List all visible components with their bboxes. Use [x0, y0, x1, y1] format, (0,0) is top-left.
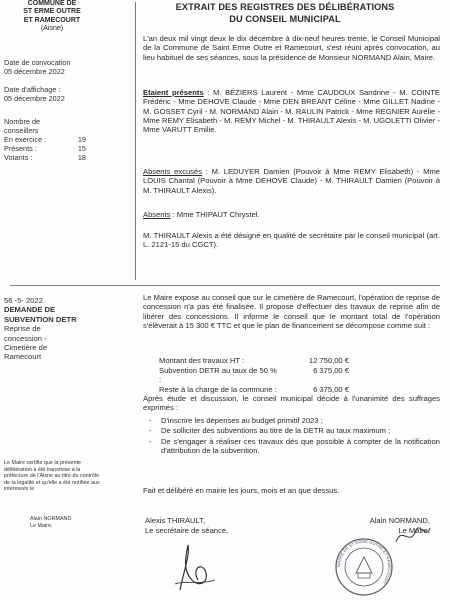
financing-label: Reste à la charge de la commune :	[159, 384, 277, 394]
count-label: Votants :	[4, 153, 33, 162]
section-divider	[10, 285, 440, 286]
absents-text: : Mme THIPAUT Chrystel.	[170, 210, 260, 219]
convocation-label: Date de convocation	[4, 58, 71, 67]
deliberation-sub-2: concession -	[4, 333, 47, 343]
commune-line-2: ST ERME OUTRE	[23, 8, 81, 16]
convocation-block	[4, 58, 104, 76]
deliberation-header	[4, 296, 104, 362]
convocation-date: 05 décembre 2022	[4, 67, 65, 76]
presents-label: Etaient présents	[143, 88, 204, 97]
decision-list	[147, 416, 440, 456]
affichage-date: 05 décembre 2022	[4, 94, 65, 103]
commune-line-3: ET RAMECOURT	[23, 16, 81, 24]
secretaire-paragraph: M. THIRAULT Alexis a été désigné en qualité de secrétaire par le conseil municipal (art. L. 2121-15 du CGCT).	[143, 231, 440, 250]
count-label: Présents :	[4, 144, 37, 153]
count-row	[4, 135, 104, 144]
intro-paragraph: L'an deux mil vingt deux le dix décembre à dix-neuf heures trente, le Conseil Municipal de la Commune de Saint Erme Outre et Ramecourt, s'est réuni après convocation, au lieu habituel de ses séances, sous la présidence de Monsieur NORMAND Alain, Maire.	[143, 34, 440, 62]
deliberation-sub-4: Ramecourt	[4, 352, 42, 362]
absents-excuses-paragraph	[143, 167, 440, 195]
closing-line: Fait et délibéré en mairie les jours, mois et an que dessus.	[143, 486, 340, 495]
decision-item: - De solliciter des subventions au titre de la DETR au taux maximum ;	[147, 426, 440, 435]
certification-note: Le Maire certifie que la présente délibération a été transmise à la préfecture de l'Aisne au titre du contrôle de la légalité et qu'elle a été notifiée aux intéressés le	[4, 460, 100, 493]
presents-text: : M. BÉZIERS Laurent - Mme CAUDOUX Sandrine - M. COINTE Frédéric - Mme DEHOVE Claude - Mme DEN BREANT Céline - Mme GILLET Nadine - M. GOSSET Cyril - M. NORMAND Alain - M. RAULIN Patrick - Mme REGNIER Aurélie - Mme REMY Elisabeth - M. REMY Michel - M. THIRAULT Alexis - M. UGOLETTI Olivier - Mme VARUTT Emilie.	[143, 88, 440, 135]
count-value: 15	[77, 144, 86, 153]
title-line-1: EXTRAIT DES REGISTRES DES DÉLIBÉRATIONS	[175, 2, 395, 12]
conseillers-block	[4, 117, 104, 162]
secretary-signature-block	[145, 516, 265, 535]
financing-amount: 6 375,00 €	[313, 365, 349, 375]
count-row	[4, 144, 104, 153]
decision-item: - D'inscrire les dépenses au budget primitif 2023 ;	[147, 416, 440, 425]
absents-excuses-text: : M. LEDUYER Damien (Pouvoir à Mme REMY Elisabeth) - Mme LOUIS Chantal (Pouvoir à Mme DEHOVE Claude) - M. THIRAULT Damien (Pouvoir à M. THIRAULT Alexis).	[143, 167, 441, 195]
column-divider	[135, 2, 136, 280]
mayor-name: Alain NORMAND,	[369, 516, 430, 525]
conseillers-label-1: Nombre de	[4, 117, 41, 126]
absents-paragraph	[143, 210, 440, 219]
conseillers-label-2: conseillers	[4, 126, 39, 135]
financing-row	[145, 356, 435, 366]
mayor-role: Le Maire,	[398, 525, 430, 535]
affichage-block	[4, 85, 104, 103]
mairie-stamp-icon	[332, 537, 396, 597]
certification-signatory	[30, 516, 100, 529]
absents-excuses-label: Absents excusés	[143, 167, 203, 176]
count-label: En exercice :	[4, 135, 47, 144]
certification-name: Alain NORMAND	[30, 516, 72, 522]
title-line-2: DU CONSEIL MUNICIPAL	[229, 13, 341, 24]
secretary-name: Alexis THIRAULT,	[145, 516, 206, 525]
secretary-signature-icon	[170, 540, 220, 595]
stamp-ring-text: MAIRIE DE ST ERME OUTRE ET RAMECOURT	[335, 538, 393, 585]
financing-label: Montant des travaux HT :	[159, 356, 245, 365]
count-row	[4, 153, 104, 162]
commune-line-1: COMMUNE DE	[27, 0, 77, 7]
secretary-role: Le secrétaire de séance,	[145, 525, 229, 535]
presents-paragraph	[143, 88, 440, 134]
deliberation-sub-1: Reprise de	[4, 324, 41, 334]
decision-paragraph: Après étude et discussion, le conseil municipal décide à l'unanimité des suffrages exprimés :	[143, 394, 440, 413]
deliberation-subject-2: SUBVENTION DETR	[4, 314, 77, 324]
count-value: 18	[77, 153, 86, 162]
expose-paragraph: Le Maire expose au conseil que sur le cimetière de Ramecourt, l'opération de reprise de concession n'a pas été finalisée. Il propose d'effectuer des travaux de reprise afin de libérer des concessions. Il informe le conseil que le montant total de l'opération s'élèverait à 15 300 € TTC et que le plan de financement se décompose comme suit :	[143, 293, 440, 330]
financing-row	[145, 385, 435, 395]
deliberation-subject-1: DEMANDE DE	[4, 305, 56, 315]
financing-label: Subvention DETR au taux de 50 % :	[159, 365, 277, 384]
affichage-label: Date d'affichage :	[4, 85, 61, 94]
document-title	[150, 2, 420, 25]
certification-role: Le Maire,	[30, 522, 53, 529]
commune-header	[2, 0, 102, 33]
financing-table	[145, 356, 435, 394]
commune-line-4: (Aisne)	[40, 24, 64, 32]
financing-amount: 6 375,00 €	[313, 384, 349, 394]
deliberation-sub-3: Cimetière de	[4, 343, 48, 353]
mayor-signature-icon	[392, 520, 432, 550]
financing-amount: 12 750,00 €	[308, 356, 349, 365]
count-value: 19	[77, 135, 86, 144]
financing-row	[145, 366, 435, 385]
absents-label: Absents	[143, 210, 171, 219]
decision-item: - De s'engager à réaliser ces travaux dès que possible à compter de la notification d'attribution de la subvention.	[147, 437, 440, 456]
deliberation-number: 56 -5- 2022	[4, 296, 43, 305]
